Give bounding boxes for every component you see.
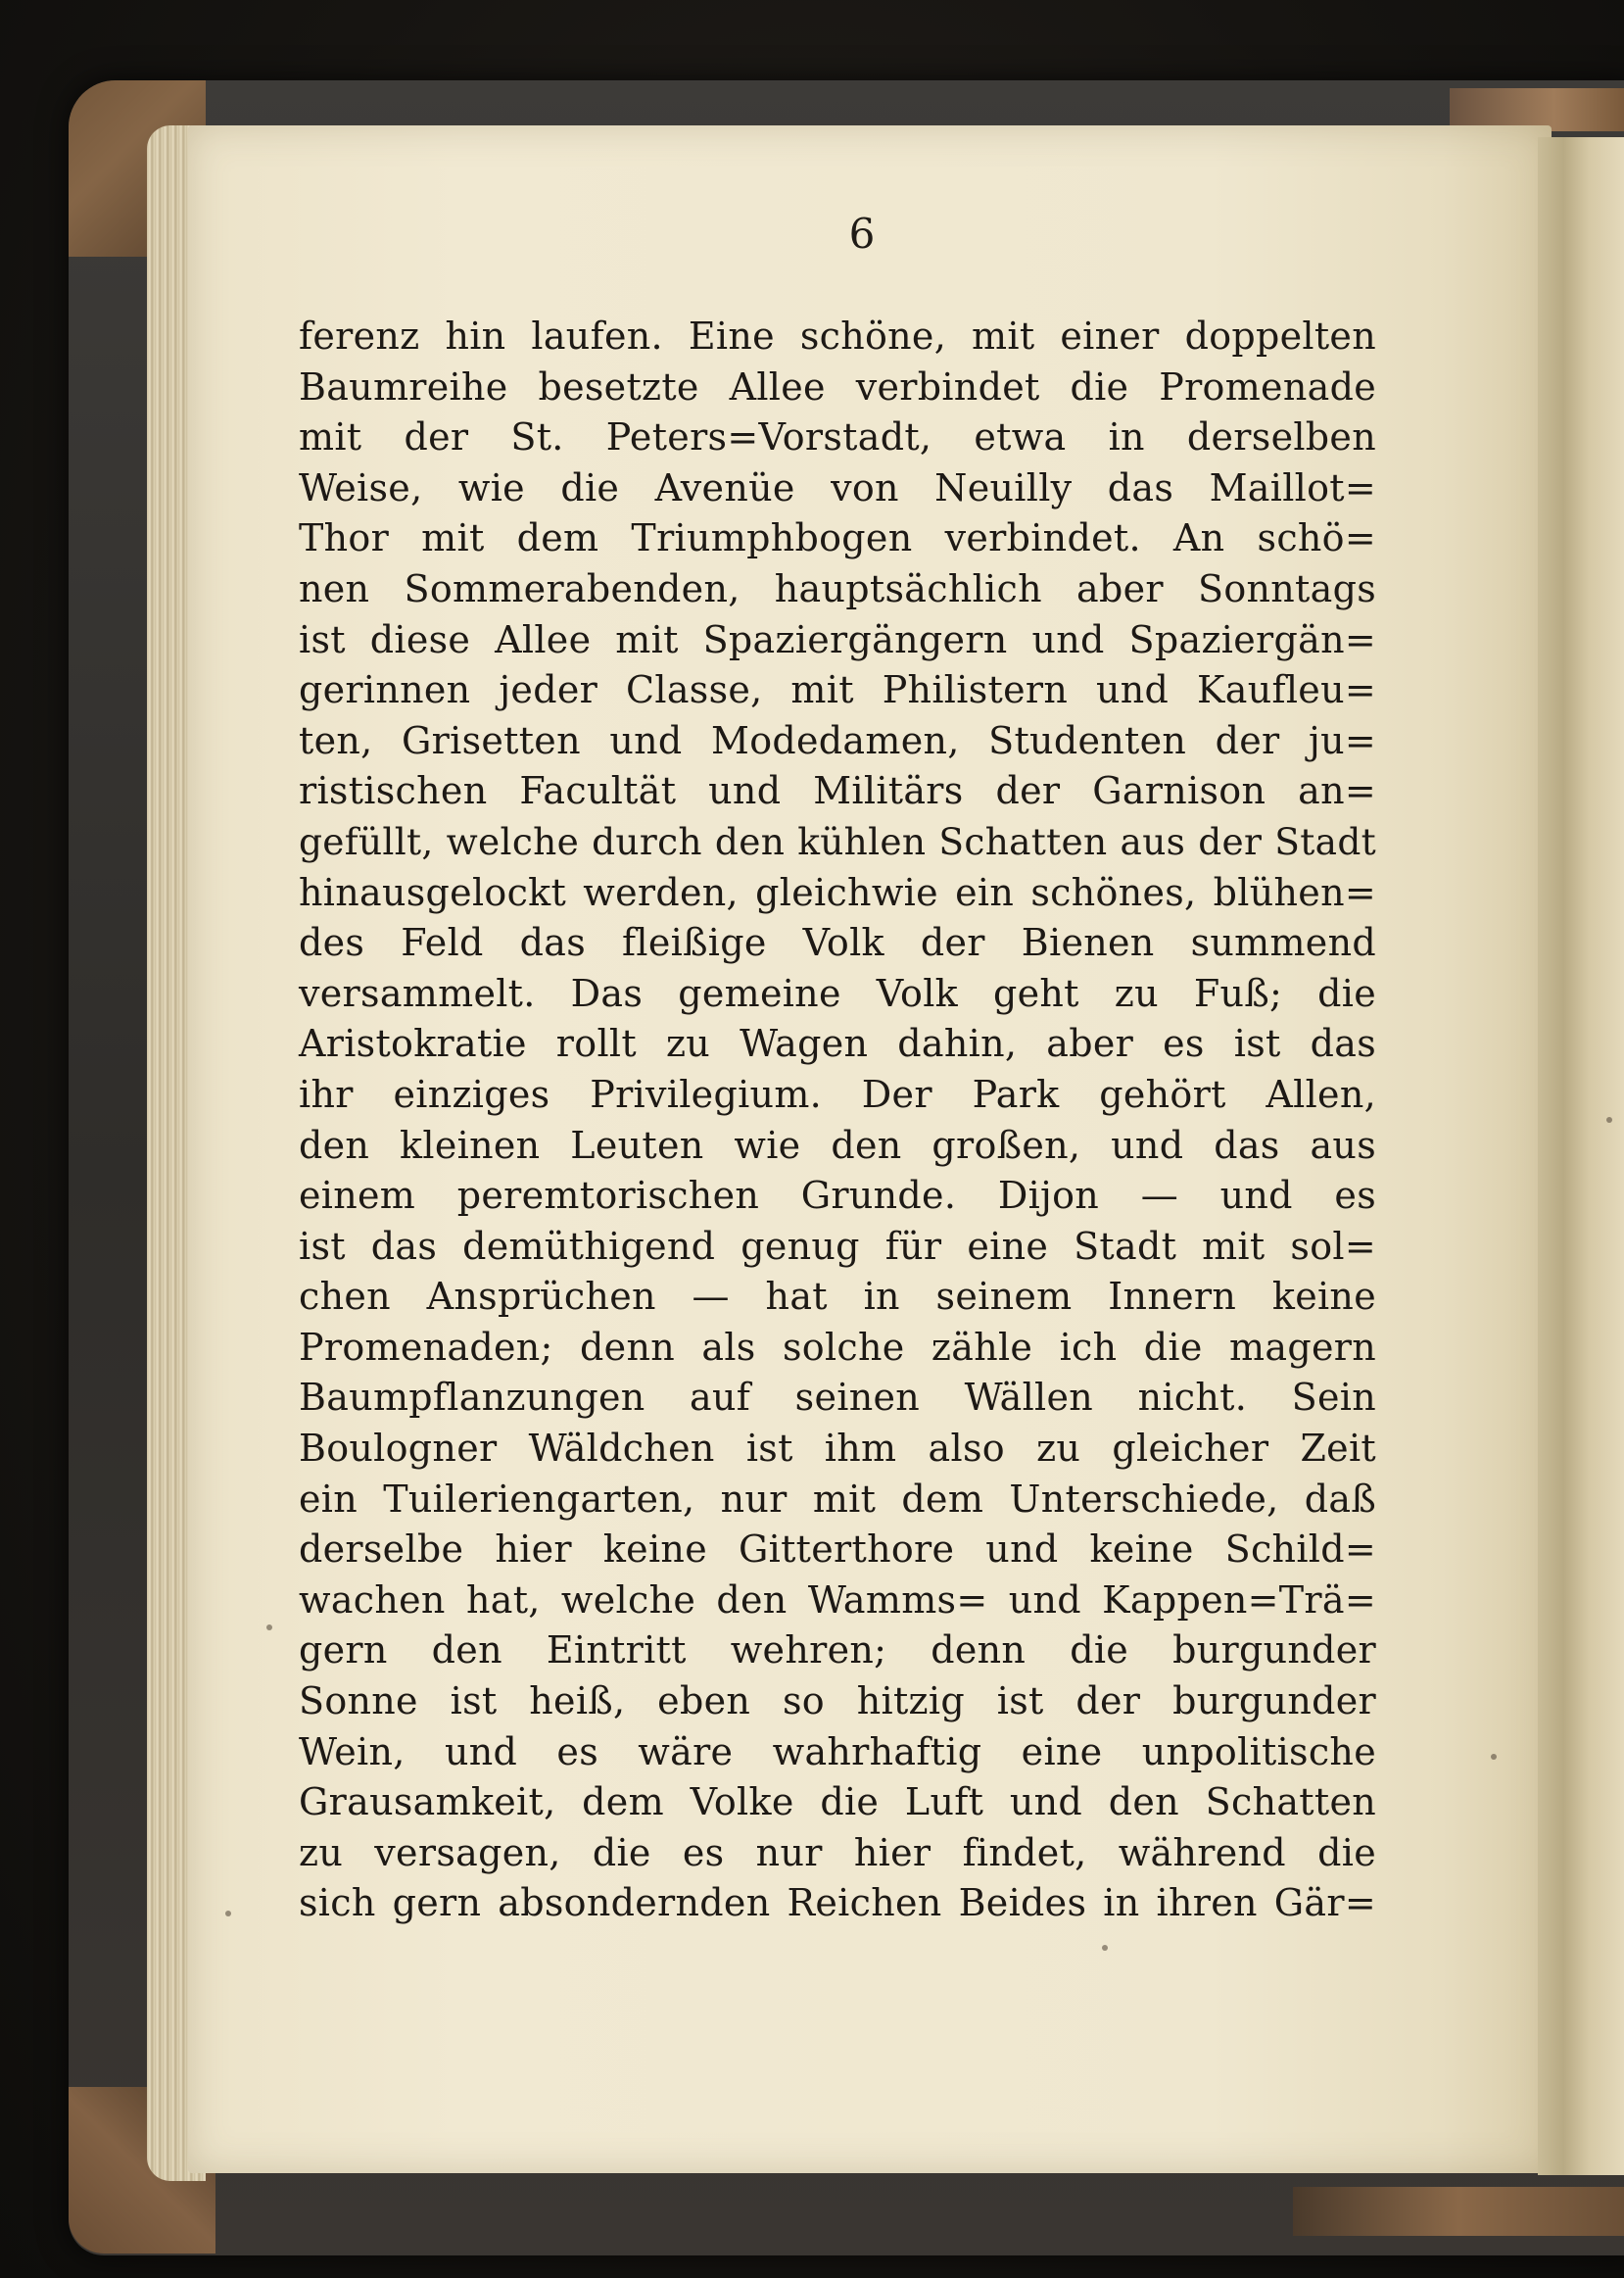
text-line: ist diese Allee mit Spaziergängern und Spaziergän= xyxy=(299,617,1376,661)
text-line: gefüllt, welche durch den kühlen Schatten aus der Stadt xyxy=(299,819,1376,863)
text-line: ristischen Facultät und Militärs der Garnison an= xyxy=(299,769,1376,813)
text-line: Baumpflanzungen auf seinen Wällen nicht. Sein xyxy=(299,1376,1376,1420)
text-line: ferenz hin laufen. Eine schöne, mit einer doppelten xyxy=(299,315,1376,358)
text-line: ihr einziges Privilegium. Der Park gehört Allen, xyxy=(299,1072,1376,1116)
body-text xyxy=(299,312,1376,1929)
text-line: Aristokratie rollt zu Wagen dahin, aber es ist das xyxy=(299,1022,1376,1066)
text-line: gerinnen jeder Classe, mit Philistern und Kaufleu= xyxy=(299,668,1376,712)
text-line: Boulogner Wäldchen ist ihm also zu gleicher Zeit xyxy=(299,1427,1376,1471)
text-line: hinausgelockt werden, gleichwie ein schönes, blühen= xyxy=(299,870,1376,914)
text-line: Promenaden; denn als solche zähle ich die magern xyxy=(299,1325,1376,1369)
text-line: Grausamkeit, dem Volke die Luft und den Schatten xyxy=(299,1780,1376,1824)
text-line: Thor mit dem Triumphbogen verbindet. An schö= xyxy=(299,516,1376,560)
text-line: versammelt. Das gemeine Volk geht zu Fuß; die xyxy=(299,971,1376,1015)
text-line: den kleinen Leuten wie den großen, und das aus xyxy=(299,1123,1376,1167)
text-line: Wein, und es wäre wahrhaftig eine unpolitische xyxy=(299,1729,1376,1773)
worn-edge-bottom-right xyxy=(1293,2187,1624,2236)
paper-speck xyxy=(225,1911,231,1916)
paper-speck xyxy=(1606,1117,1612,1123)
text-line: ein Tuileriengarten, nur mit dem Unterschiede, daß xyxy=(299,1477,1376,1521)
text-line: derselbe hier keine Gitterthore und keine Schild= xyxy=(299,1527,1376,1572)
text-line: zu versagen, die es nur hier findet, während die xyxy=(299,1830,1376,1874)
text-line: gern den Eintritt wehren; denn die burgunder xyxy=(299,1628,1376,1672)
book-gutter xyxy=(1538,137,1624,2175)
text-line: einem peremtorischen Grunde. Dijon — und es xyxy=(299,1174,1376,1218)
text-line: ist das demüthigend genug für eine Stadt mit sol= xyxy=(299,1224,1376,1268)
paper-speck xyxy=(266,1624,272,1630)
page-number: 6 xyxy=(848,210,876,258)
paper-speck xyxy=(1491,1754,1497,1760)
text-line: wachen hat, welche den Wamms= und Kappen=Trä= xyxy=(299,1577,1376,1622)
text-line: Weise, wie die Avenüe von Neuilly das Maillot= xyxy=(299,465,1376,509)
text-line: Sonne ist heiß, eben so hitzig ist der burgunder xyxy=(299,1679,1376,1723)
text-line: chen Ansprüchen — hat in seinem Innern keine xyxy=(299,1275,1376,1319)
text-line: ten, Grisetten und Modedamen, Studenten der ju= xyxy=(299,718,1376,762)
text-line: des Feld das fleißige Volk der Bienen summend xyxy=(299,921,1376,965)
text-line: sich gern absondernden Reichen Beides in ihren Gär= xyxy=(299,1881,1376,1925)
text-line: mit der St. Peters=Vorstadt, etwa in derselben xyxy=(299,415,1376,460)
paper-speck xyxy=(1102,1945,1108,1951)
text-line: Baumreihe besetzte Allee verbindet die Promenade xyxy=(299,364,1376,409)
text-line: nen Sommerabenden, hauptsächlich aber Sonntags xyxy=(299,566,1376,610)
